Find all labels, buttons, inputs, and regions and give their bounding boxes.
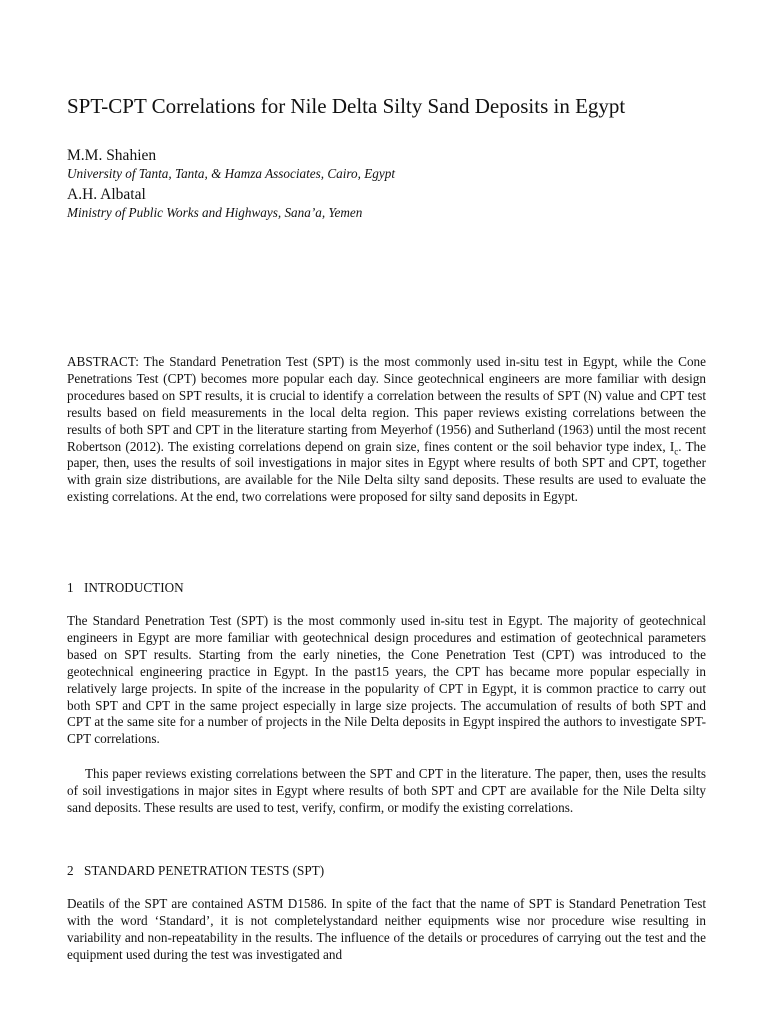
paper-title: SPT-CPT Correlations for Nile Delta Silty Sand Deposits in Egypt	[67, 94, 626, 118]
author-name: A.H. Albatal	[67, 186, 146, 203]
body-paragraph: This paper reviews existing correlations between the SPT and CPT in the literature. The paper, then, uses the results of soil investigations in major sites in Egypt where results of both SPT and CPT are available for the Nile Delta silty sand deposits. These results are used to test, verify, confirm, or modify the existing correlations.	[67, 766, 706, 815]
section-number: 2	[67, 863, 74, 878]
abstract	[67, 354, 706, 506]
section-title: INTRODUCTION	[84, 580, 184, 595]
author-name: M.M. Shahien	[67, 147, 157, 164]
body-paragraph: Deatils of the SPT are contained ASTM D1586. In spite of the fact that the name of SPT is Standard Penetration Test with the word ‘Standard’, it is not completelystandard neither equipments wise nor procedure wise resulting in variability and non-repeatability in the results. The influence of the details or procedures of carrying out the test and the equipment used during the test was investigated and	[67, 896, 706, 962]
author-affiliation: Ministry of Public Works and Highways, Sana’a, Yemen	[67, 205, 363, 220]
abstract-subscript: c	[674, 446, 679, 457]
abstract-text: . The paper, then, uses the results of soil investigations in major sites in Egypt where results of both SPT and CPT, together with grain size distributions, are available for the Nile Delta silty sand deposits. These results are used to evaluate the existing correlations. At the end, two correlations were proposed for silty sand deposits in Egypt.	[67, 438, 706, 505]
author-affiliation: University of Tanta, Tanta, & Hamza Associates, Cairo, Egypt	[67, 166, 395, 181]
section-heading	[67, 862, 324, 880]
section-number: 1	[67, 580, 74, 595]
body-paragraph: The Standard Penetration Test (SPT) is the most commonly used in-situ test in Egypt. The majority of geotechnical engineers in Egypt are more familiar with geotechnical design procedures and estimation of geotechnical parameters based on SPT results. Starting from the early nineties, the Cone Penetration Test (CPT) was introduced to the geotechnical engineering practice in Egypt. In the past15 years, the CPT has became more popular especially in relatively large projects. In spite of the increase in the popularity of CPT in Egypt, it is common practice to carry out both SPT and CPT in the same project especially in large size projects. The accumulation of results of both SPT and CPT at the same site for a number of projects in the Nile Delta deposits in Egypt inspired the authors to investigate SPT-CPT correlations.	[67, 613, 706, 747]
abstract-text: ABSTRACT: The Standard Penetration Test (SPT) is the most commonly used in-situ test in Egypt, while the Cone Penetrations Test (CPT) becomes more popular each day. Since geotechnical engineers are more familiar with design procedures based on SPT results, it is crucial to identify a correlation between the results of SPT (N) value and CPT test results based on field measurements in the local delta region. This paper reviews existing correlations between the results of both SPT and CPT in the literature starting from Meyerhof (1956) and Sutherland (1963) until the most recent Robertson (2012). The existing correlations depend on grain size, fines content or the soil behavior type index, I	[67, 354, 706, 454]
section-heading	[67, 579, 184, 597]
section-title: STANDARD PENETRATION TESTS (SPT)	[84, 863, 325, 878]
